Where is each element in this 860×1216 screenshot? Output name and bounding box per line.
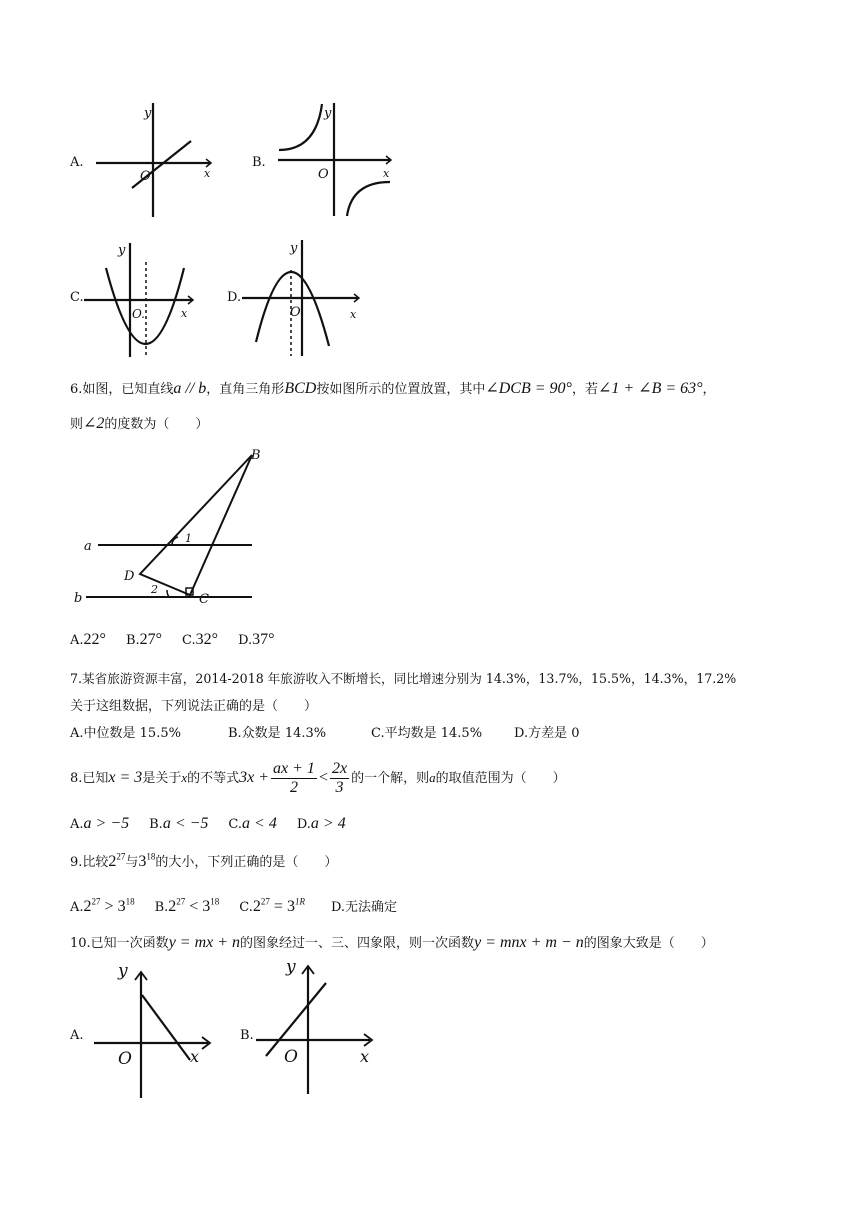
q5-c-y-label: y (118, 243, 126, 258)
q10-f1: y = mx + n (168, 934, 241, 951)
q5-b-x-label: x (383, 167, 390, 180)
q5-d-origin: O (290, 305, 301, 320)
q8-lhs: 3x + (239, 769, 270, 786)
q7-stem-line1: 7.某省旅游资源丰富，2014-2018 年旅游收入不断增长，同比增速分别为 14.3%，13.7%，15.5%，14.3%，17.2% (70, 671, 737, 686)
q6-option-c[interactable]: C.32° (182, 631, 219, 648)
q10-a-x-label: x (190, 1047, 200, 1066)
q6-triangle: BCD (284, 380, 317, 397)
q9-stem: 9.比较$2^{27}$与$3^{18}$的大小，下列正确的是（ ） (70, 851, 338, 870)
q5-c-x-label: x (181, 307, 188, 320)
q6-prefix: 6.如图，已知直线 (70, 382, 174, 397)
q8-suffix1: 的一个解，则 (351, 771, 430, 786)
q6-line2-suffix: 的度数为（ ） (104, 417, 209, 432)
q7-option-b[interactable]: B.众数是 14.3% (228, 726, 327, 741)
q6-angle-sum: ∠1 + ∠B = 63° (597, 380, 703, 397)
q8-fraction-1: $\frac{ax + 1}{2}$ (273, 760, 315, 796)
q8-option-a[interactable]: A.a > −5 (70, 815, 130, 832)
q5-b-y-label: y (324, 106, 332, 121)
q8-mid2: 的不等式 (187, 771, 240, 786)
q6-option-b[interactable]: B.27° (125, 631, 163, 648)
q8-option-c[interactable]: C.a < 4 (228, 815, 277, 832)
q8-cond: x = 3 (108, 769, 143, 786)
q5-option-a-label: A. (70, 155, 84, 170)
q6-label-c: C (199, 592, 209, 607)
q6-parallel: a // b (173, 380, 207, 397)
q9-option-b[interactable]: $B.2^{27} < 3^{18}$ (154, 896, 220, 915)
q10-option-b-label: B. (240, 1028, 254, 1043)
q10-option-a-label: A. (70, 1028, 84, 1043)
q8-lt: < (318, 769, 328, 786)
q9-option-c[interactable]: $C.2^{27} = 3^{1R}$ (239, 896, 305, 915)
q8-mid: 是关于 (142, 771, 182, 786)
q10-b-y-label: y (286, 957, 296, 977)
q6-label-b-vertex: B (251, 448, 261, 463)
q5-option-b-label: B. (252, 155, 266, 170)
q7-option-c[interactable]: C.平均数是 14.5% (371, 726, 483, 741)
q7-stem-line2: 关于这组数据，下列说法正确的是（ ） (70, 699, 318, 714)
q9-b: $3^{18}$ (138, 851, 156, 870)
q6-angle-dcb: ∠DCB = 90° (485, 380, 572, 397)
q6-option-a[interactable]: A.22° (70, 631, 106, 648)
q10-b-x-label: x (360, 1047, 370, 1066)
q6-label-angle1: 1 (185, 532, 192, 545)
q6-angle2: ∠2 (83, 415, 105, 432)
q6-label-line-a: a (84, 539, 92, 554)
q5-b-origin: O (318, 167, 329, 182)
q6-option-d[interactable]: D.37° (238, 631, 275, 648)
q8-param: a (429, 770, 436, 785)
q5-option-c-label: C. (70, 290, 84, 305)
q7-option-d[interactable]: D.方差是 0 (514, 726, 580, 741)
q5-option-d-label: D. (227, 290, 242, 305)
q8-suffix2: 的取值范围为（ ） (435, 771, 566, 786)
q9-option-a[interactable]: $A.2^{27} > 3^{18}$ (70, 896, 135, 915)
q9-option-d[interactable]: D.无法确定 (330, 900, 398, 915)
q6-part3: 按如图所示的位置放置，其中 (316, 382, 486, 397)
q10-b-origin: O (284, 1047, 298, 1067)
q8-option-d[interactable]: D.a > 4 (296, 815, 346, 832)
q9-a: $2^{27}$ (108, 851, 126, 870)
q5-c-origin: O. (132, 307, 145, 321)
q10-a-origin: O (118, 1049, 132, 1069)
q10-f2: y = mnx + m − n (474, 934, 584, 951)
q5-d-y-label: y (290, 241, 298, 256)
q6-part5: ， (702, 382, 716, 397)
q5-d-x-label: x (350, 308, 357, 321)
q10-stem: 10.已知一次函数y = mx + n的图象经过一、三、四象限，则一次函数y = mnx + m − n的图象大致是（ ） (70, 934, 714, 951)
q5-a-y-label: y (144, 106, 152, 121)
q7-option-a[interactable]: A.中位数是 15.5% (70, 726, 181, 741)
q8-prefix: 8.已知 (70, 771, 109, 786)
q8-var: x (181, 770, 188, 785)
q6-label-line-b: b (74, 591, 83, 606)
q10-a-y-label: y (118, 961, 128, 981)
q6-label-angle2: 2 (151, 583, 158, 596)
q8-option-b[interactable]: B.a < −5 (149, 815, 209, 832)
q8-fraction-2: $\frac{2x}{3}$ (331, 760, 348, 796)
q6-label-d: D (124, 569, 135, 584)
q6-part2: ，直角三角形 (206, 382, 285, 397)
q5-a-origin: O (140, 169, 151, 184)
q5-a-x-label: x (204, 167, 211, 180)
q6-part4: ，若 (571, 382, 598, 397)
q6-line2-prefix: 则 (70, 417, 84, 432)
